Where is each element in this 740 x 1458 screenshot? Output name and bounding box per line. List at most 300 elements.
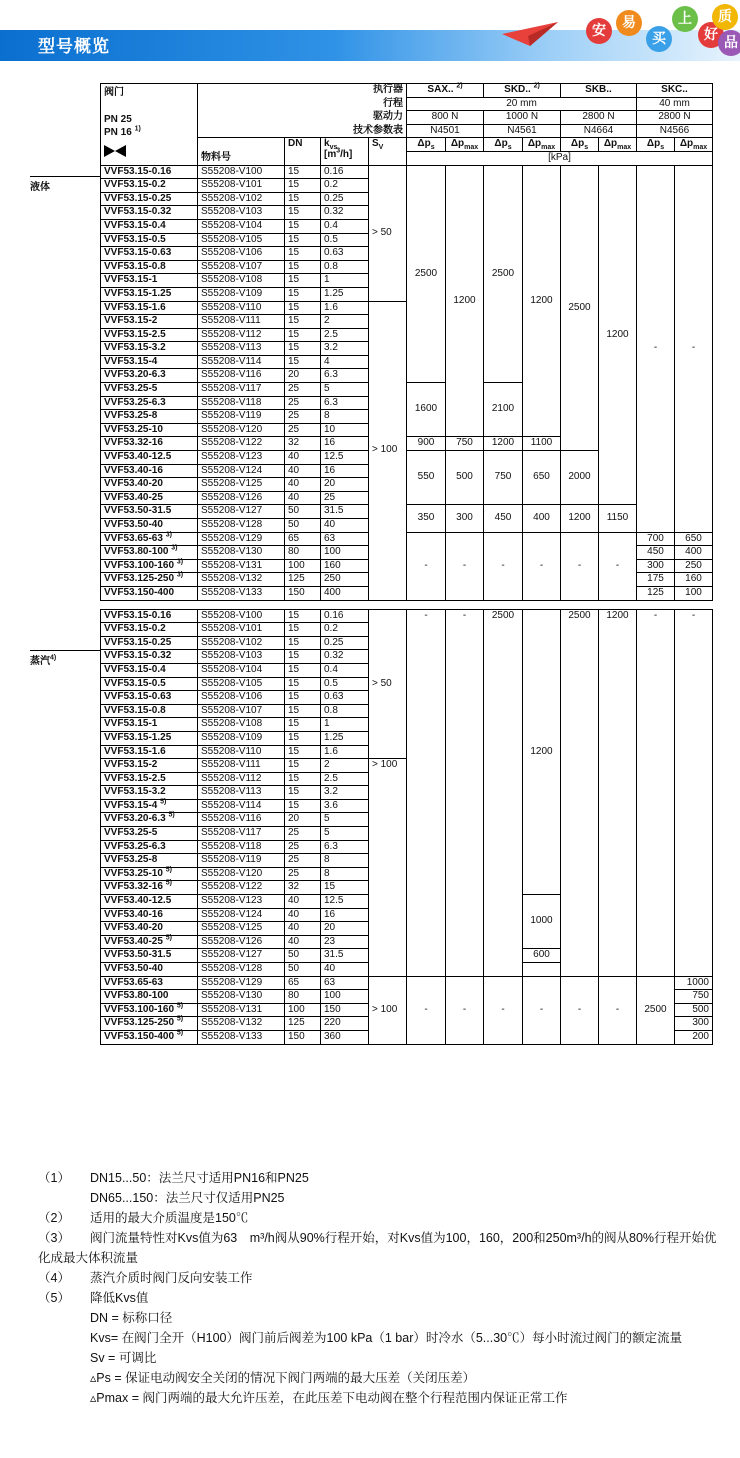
kvs-cell: 0.2 (321, 179, 369, 193)
skc-dpmax: 250 (675, 559, 713, 573)
part-no-cell: S55208-V113 (198, 786, 285, 800)
sv-cell: > 100 (369, 976, 407, 1044)
dn-cell: 15 (285, 247, 321, 261)
kvs-cell: 1.25 (321, 731, 369, 745)
part-no-cell: S55208-V102 (198, 192, 285, 206)
dp-cell: - (446, 532, 484, 600)
kvs-cell: 12.5 (321, 451, 369, 465)
footnote-text: DN15...50：法兰尺寸适用PN16和PN25 (90, 1171, 309, 1185)
dn-cell: 100 (285, 559, 321, 573)
model-cell: VVF53.15-4 $^{5)}$ (101, 799, 198, 813)
dp-cell: 1200 (561, 505, 599, 532)
model-cell: VVF53.15-4 (101, 355, 198, 369)
dn-cell: 40 (285, 922, 321, 936)
footnote (38, 1268, 728, 1288)
dn-cell: 40 (285, 935, 321, 949)
valve-header: 阀门 PN 25 PN 16 $^{1)}$ (101, 84, 198, 166)
model-cell: VVF53.80-100 (101, 990, 198, 1004)
footnote (38, 1228, 728, 1268)
model-cell: VVF53.15-0.16 (101, 609, 198, 623)
dn-cell: 15 (285, 301, 321, 315)
model-cell: VVF53.15-2.5 (101, 772, 198, 786)
dn-cell: 15 (285, 663, 321, 677)
part-no-cell: S55208-V114 (198, 355, 285, 369)
footnote-text: ▵Pmax = 阀门两端的最大允许压差，在此压差下电动阀在整个行程范围内保证正常工作 (90, 1391, 568, 1405)
actuator-datasheet: N4501 (407, 124, 484, 138)
paper-plane-icon (500, 20, 560, 50)
dp-cell: 1100 (523, 437, 561, 451)
skc-dps: 125 (637, 586, 675, 600)
skd-dpmax: 600 (523, 949, 561, 963)
model-cell: VVF53.15-0.2 (101, 623, 198, 637)
dp-cell: 2000 (561, 451, 599, 505)
part-no-cell: S55208-V128 (198, 519, 285, 533)
actuator-name: SKC.. (637, 84, 713, 98)
part-no-cell: S55208-V110 (198, 301, 285, 315)
kvs-cell: 63 (321, 976, 369, 990)
footnote-text: Sv = 可调比 (90, 1351, 157, 1365)
model-cell: VVF53.32-16 $^{5)}$ (101, 881, 198, 895)
kvs-cell: 20 (321, 922, 369, 936)
model-cell: VVF53.65-63 (101, 976, 198, 990)
kvs-cell: 3.2 (321, 342, 369, 356)
skc-dps: 700 (637, 532, 675, 546)
model-cell: VVF53.25-8 (101, 854, 198, 868)
model-cell: VVF53.50-31.5 (101, 505, 198, 519)
footnote-text: Kvs= 在阀门全开（H100）阀门前后阀差为100 kPa（1 bar）时冷水（5...30℃）每小时流过阀门的额定流量 (90, 1331, 683, 1345)
force-label: 驱动力 (198, 111, 407, 125)
dn-cell: 15 (285, 799, 321, 813)
kvs-cell: 0.5 (321, 233, 369, 247)
actuator-label: 执行器 (198, 84, 407, 98)
kvs-cell: 360 (321, 1030, 369, 1044)
dn-cell: 32 (285, 881, 321, 895)
skd-dpmax (523, 963, 561, 977)
kvs-cell: 0.8 (321, 260, 369, 274)
part-no-cell: S55208-V119 (198, 410, 285, 424)
part-no-cell: S55208-V102 (198, 636, 285, 650)
skc-dps: 300 (637, 559, 675, 573)
part-no-cell: S55208-V123 (198, 895, 285, 909)
dn-cell: 40 (285, 451, 321, 465)
kvs-cell: 6.3 (321, 840, 369, 854)
footnote (38, 1368, 728, 1388)
model-cell: VVF53.15-0.4 (101, 219, 198, 233)
dn-cell: 15 (285, 287, 321, 301)
kvs-cell: 63 (321, 532, 369, 546)
dp-cell: - (446, 976, 484, 1044)
kvs-cell: 5 (321, 827, 369, 841)
sax-dps: 2500 (407, 165, 446, 383)
kvs-cell: 1.25 (321, 287, 369, 301)
kvs-cell: 40 (321, 519, 369, 533)
part-no-cell: S55208-V116 (198, 369, 285, 383)
page-title: 型号概览 (38, 37, 110, 56)
model-cell: VVF53.15-1 (101, 718, 198, 732)
model-cell: VVF53.25-8 (101, 410, 198, 424)
dp-cell: 1200 (484, 437, 523, 451)
part-no-cell: S55208-V120 (198, 867, 285, 881)
actuator-force: 2800 N (637, 111, 713, 125)
part-no-cell: S55208-V100 (198, 165, 285, 179)
liquid-divider (30, 176, 100, 177)
dp-cell: 650 (523, 451, 561, 505)
kvs-cell: 0.16 (321, 165, 369, 179)
dp-max-header: $\Delta p_{max}$ (675, 138, 713, 152)
footnote-number: （3） (38, 1231, 70, 1245)
part-no-cell: S55208-V114 (198, 799, 285, 813)
kvs-cell: 16 (321, 464, 369, 478)
dp-cell: 550 (407, 451, 446, 505)
dn-cell: 50 (285, 519, 321, 533)
actuator-datasheet: N4664 (561, 124, 637, 138)
slogan-char: 上 (672, 6, 698, 32)
dn-cell: 40 (285, 478, 321, 492)
model-cell: VVF53.25-10 $^{5)}$ (101, 867, 198, 881)
dn-cell: 15 (285, 609, 321, 623)
valve-symbol-icon (104, 145, 126, 157)
model-cell: VVF53.25-5 (101, 383, 198, 397)
dn-cell: 15 (285, 772, 321, 786)
dn-cell: 15 (285, 677, 321, 691)
model-cell: VVF53.150-400 $^{5)}$ (101, 1030, 198, 1044)
table-row (101, 165, 713, 179)
dn-cell: 25 (285, 840, 321, 854)
model-cell: VVF53.15-0.8 (101, 704, 198, 718)
model-cell: VVF53.150-400 (101, 586, 198, 600)
part-no-cell: S55208-V100 (198, 609, 285, 623)
slogan-char: 好 (698, 22, 724, 48)
skb-dpmax: 1200 (599, 609, 637, 976)
dn-cell: 65 (285, 532, 321, 546)
kvs-cell: 0.5 (321, 677, 369, 691)
model-cell: VVF53.25-6.3 (101, 396, 198, 410)
dn-cell: 20 (285, 813, 321, 827)
part-no-cell: S55208-V117 (198, 383, 285, 397)
part-no-cell: S55208-V108 (198, 718, 285, 732)
dn-cell: 15 (285, 731, 321, 745)
dp-cell: 1150 (599, 505, 637, 532)
part-no-cell: S55208-V127 (198, 505, 285, 519)
dn-cell: 15 (285, 192, 321, 206)
dp-max-header: $\Delta p_{max}$ (599, 138, 637, 152)
kvs-cell: 0.63 (321, 247, 369, 261)
kvs-cell: 250 (321, 573, 369, 587)
model-cell: VVF53.20-6.3 (101, 369, 198, 383)
kvs-cell: 3.2 (321, 786, 369, 800)
model-cell: VVF53.125-250 $^{5)}$ (101, 1017, 198, 1031)
footnote-number: （1） (38, 1171, 70, 1185)
dp-cell: 750 (446, 437, 484, 451)
skc-dps: 2500 (637, 976, 675, 1044)
dn-cell: 25 (285, 854, 321, 868)
part-no-cell: S55208-V133 (198, 1030, 285, 1044)
dn-cell: 20 (285, 369, 321, 383)
dp-cell: 400 (523, 505, 561, 532)
dp-cell: - (407, 532, 446, 600)
kvs-cell: 1 (321, 718, 369, 732)
kvs-cell: 6.3 (321, 369, 369, 383)
kvs-cell: 150 (321, 1003, 369, 1017)
kvs-cell: 1.6 (321, 745, 369, 759)
kvs-cell: 40 (321, 963, 369, 977)
model-cell: VVF53.40-25 (101, 491, 198, 505)
kvs-cell: 31.5 (321, 949, 369, 963)
table-row (101, 609, 713, 623)
slogan-char: 易 (616, 10, 642, 36)
model-cell: VVF53.50-31.5 (101, 949, 198, 963)
part-no-cell: S55208-V101 (198, 623, 285, 637)
kvs-cell: 220 (321, 1017, 369, 1031)
dn-cell: 100 (285, 1003, 321, 1017)
model-cell: VVF53.40-12.5 (101, 895, 198, 909)
kvs-cell: 1.6 (321, 301, 369, 315)
model-cell: VVF53.15-2 (101, 315, 198, 329)
skb-dps: 2500 (561, 165, 599, 450)
dn-cell: 15 (285, 315, 321, 329)
model-cell: VVF53.40-20 (101, 478, 198, 492)
dn-cell: 25 (285, 383, 321, 397)
kvs-cell: 20 (321, 478, 369, 492)
kvs-cell: 0.2 (321, 623, 369, 637)
part-no-cell: S55208-V103 (198, 650, 285, 664)
part-no-cell: S55208-V108 (198, 274, 285, 288)
part-no-cell: S55208-V129 (198, 532, 285, 546)
part-no-cell: S55208-V119 (198, 854, 285, 868)
part-no-cell: S55208-V104 (198, 663, 285, 677)
skc-dpmax: 160 (675, 573, 713, 587)
part-no-cell: S55208-V124 (198, 464, 285, 478)
skd-dps: 2500 (484, 165, 523, 383)
dp-s-header: $\Delta p_s$ (484, 138, 523, 152)
sax-dps: - (407, 609, 446, 976)
kvs-cell: 8 (321, 854, 369, 868)
part-no-cell: S55208-V124 (198, 908, 285, 922)
dn-cell: 15 (285, 623, 321, 637)
dp-cell: 900 (407, 437, 446, 451)
skc-dpmax: - (675, 609, 713, 976)
kvs-cell: 8 (321, 867, 369, 881)
sax-dps: 1600 (407, 383, 446, 437)
part-no-cell: S55208-V113 (198, 342, 285, 356)
footnotes (38, 1168, 728, 1408)
kvs-cell: 0.16 (321, 609, 369, 623)
kvs-cell: 10 (321, 423, 369, 437)
dn-cell: 15 (285, 650, 321, 664)
skc-dpmax: 650 (675, 532, 713, 546)
part-no-cell: S55208-V130 (198, 990, 285, 1004)
part-no-cell: S55208-V122 (198, 881, 285, 895)
kvs-cell: 0.25 (321, 192, 369, 206)
kvs-cell: 31.5 (321, 505, 369, 519)
dn-cell: 125 (285, 573, 321, 587)
model-cell: VVF53.80-100 $^{3)}$ (101, 546, 198, 560)
skb-dps: 2500 (561, 609, 599, 976)
footnote-number: （5） (38, 1291, 70, 1305)
model-cell: VVF53.40-25 $^{5)}$ (101, 935, 198, 949)
dn-cell: 15 (285, 691, 321, 705)
model-cell: VVF53.15-2.5 (101, 328, 198, 342)
slogan-char: 安 (586, 18, 612, 44)
dp-s-header: $\Delta p_s$ (637, 138, 675, 152)
footnote-text: 阀门流量特性对Kvs值为63 m³/h阀从90%行程开始，对Kvs值为100，160，200和250m³/h的阀从80%行程开始优化成最大体积流量 (38, 1231, 717, 1265)
dp-cell: - (561, 532, 599, 600)
dn-cell: 65 (285, 976, 321, 990)
dp-cell: - (484, 976, 523, 1044)
model-cell: VVF53.15-1.6 (101, 301, 198, 315)
footnote-text: 适用的最大介质温度是150℃ (90, 1211, 249, 1225)
dp-cell: - (599, 976, 637, 1044)
header-row (101, 84, 713, 98)
kvs-cell: 0.63 (321, 691, 369, 705)
part-no-cell: S55208-V122 (198, 437, 285, 451)
dn-cell: 80 (285, 990, 321, 1004)
kvs-cell: 2.5 (321, 328, 369, 342)
footnote (38, 1168, 728, 1188)
footnote (38, 1288, 728, 1308)
table-row (101, 505, 713, 519)
part-no-cell: S55208-V110 (198, 745, 285, 759)
kvs-cell: 25 (321, 491, 369, 505)
steam-divider (30, 650, 100, 651)
model-cell: VVF53.15-2 (101, 759, 198, 773)
model-cell: VVF53.15-0.5 (101, 233, 198, 247)
section-gap (101, 600, 713, 609)
dn-cell: 80 (285, 546, 321, 560)
model-overview-table (100, 83, 713, 1045)
part-no-cell: S55208-V126 (198, 491, 285, 505)
dn-cell: 40 (285, 908, 321, 922)
datasheet-label: 技术参数表 (198, 124, 407, 138)
liquid-label: 液体 (30, 182, 50, 193)
part-no-cell: S55208-V128 (198, 963, 285, 977)
table-row (101, 532, 713, 546)
kvs-cell: 15 (321, 881, 369, 895)
part-no-cell: S55208-V132 (198, 1017, 285, 1031)
stroke-label: 行程 (198, 97, 407, 111)
dp-cell: - (484, 532, 523, 600)
dn-cell: 40 (285, 491, 321, 505)
kvs-cell: 0.8 (321, 704, 369, 718)
dn-cell: 15 (285, 179, 321, 193)
dn-cell: 25 (285, 396, 321, 410)
skc-dpmax: 100 (675, 586, 713, 600)
skc-dpmax: 500 (675, 1003, 713, 1017)
kvs-cell: 2.5 (321, 772, 369, 786)
part-no-cell: S55208-V112 (198, 772, 285, 786)
sax-dpmax: 1200 (446, 165, 484, 437)
part-no-cell: S55208-V104 (198, 219, 285, 233)
kvs-cell: 2 (321, 315, 369, 329)
part-no-cell: S55208-V130 (198, 546, 285, 560)
skc-dpmax: 750 (675, 990, 713, 1004)
footnote-text: DN65...150：法兰尺寸仅适用PN25 (90, 1191, 285, 1205)
kvs-cell: 5 (321, 813, 369, 827)
part-no-cell: S55208-V125 (198, 922, 285, 936)
sax-dpmax: - (446, 609, 484, 976)
dn-cell: 150 (285, 1030, 321, 1044)
model-cell: VVF53.15-0.5 (101, 677, 198, 691)
part-no-cell: S55208-V131 (198, 559, 285, 573)
skc-dpmax: 200 (675, 1030, 713, 1044)
skd-dps: 2500 (484, 609, 523, 976)
dn-cell: 15 (285, 328, 321, 342)
model-cell: VVF53.15-1 (101, 274, 198, 288)
dp-cell: 500 (446, 451, 484, 505)
dp-cell: - (561, 976, 599, 1044)
dn-cell: 15 (285, 219, 321, 233)
model-cell: VVF53.15-0.32 (101, 206, 198, 220)
dp-max-header: $\Delta p_{max}$ (523, 138, 561, 152)
part-no-cell: S55208-V129 (198, 976, 285, 990)
model-cell: VVF53.65-63 $^{3)}$ (101, 532, 198, 546)
footnote-text: ▵Ps = 保证电动阀安全关闭的情况下阀门两端的最大压差（关闭压差） (90, 1371, 476, 1385)
dp-s-header: $\Delta p_s$ (407, 138, 446, 152)
footnote (38, 1348, 728, 1368)
model-cell: VVF53.15-0.32 (101, 650, 198, 664)
model-cell: VVF53.25-10 (101, 423, 198, 437)
model-cell: VVF53.15-0.63 (101, 247, 198, 261)
skd-dpmax: 1000 (523, 895, 561, 949)
sv-cell: > 100 (369, 301, 407, 600)
kvs-cell: 0.32 (321, 650, 369, 664)
sv-cell: > 100 (369, 759, 407, 977)
dn-cell: 25 (285, 827, 321, 841)
part-no-cell: S55208-V107 (198, 260, 285, 274)
dn-cell: 15 (285, 233, 321, 247)
kvs-cell: 160 (321, 559, 369, 573)
slogan-char: 品 (718, 30, 740, 56)
footnote (38, 1308, 728, 1328)
kvs-cell: 12.5 (321, 895, 369, 909)
model-cell: VVF53.15-1.25 (101, 731, 198, 745)
part-no-cell: S55208-V131 (198, 1003, 285, 1017)
dn-cell: 50 (285, 949, 321, 963)
footnote-number: （2） (38, 1211, 70, 1225)
steam-label: 蒸汽$^{4)}$ (30, 654, 57, 667)
part-no-cell: S55208-V105 (198, 233, 285, 247)
footnote-text: DN = 标称口径 (90, 1311, 173, 1325)
part-no-cell: S55208-V111 (198, 759, 285, 773)
dp-cell: 750 (484, 451, 523, 505)
kvs-cell: 400 (321, 586, 369, 600)
dn-cell: 32 (285, 437, 321, 451)
dn-cell: 50 (285, 505, 321, 519)
part-no-cell: S55208-V109 (198, 731, 285, 745)
actuator-force: 1000 N (484, 111, 561, 125)
part-no-cell: S55208-V105 (198, 677, 285, 691)
model-cell: VVF53.40-20 (101, 922, 198, 936)
kvs-cell: 0.4 (321, 663, 369, 677)
footnote-text: 降低Kvs值 (90, 1291, 149, 1305)
dn-cell: 15 (285, 274, 321, 288)
part-no-cell: S55208-V112 (198, 328, 285, 342)
section-gap-cell (101, 600, 713, 609)
skc-dps: - (637, 165, 675, 532)
part-no-cell: S55208-V107 (198, 704, 285, 718)
skb-dpmax: 1200 (599, 165, 637, 505)
part-no-cell: S55208-V106 (198, 691, 285, 705)
actuator-force: 2800 N (561, 111, 637, 125)
dn-cell: 50 (285, 963, 321, 977)
model-cell: VVF53.15-3.2 (101, 786, 198, 800)
part-no-cell: S55208-V118 (198, 396, 285, 410)
table-row (101, 976, 713, 990)
dn-cell: 15 (285, 636, 321, 650)
model-cell: VVF53.100-160 $^{5)}$ (101, 1003, 198, 1017)
part-no-cell: S55208-V125 (198, 478, 285, 492)
dp-cell: - (523, 532, 561, 600)
